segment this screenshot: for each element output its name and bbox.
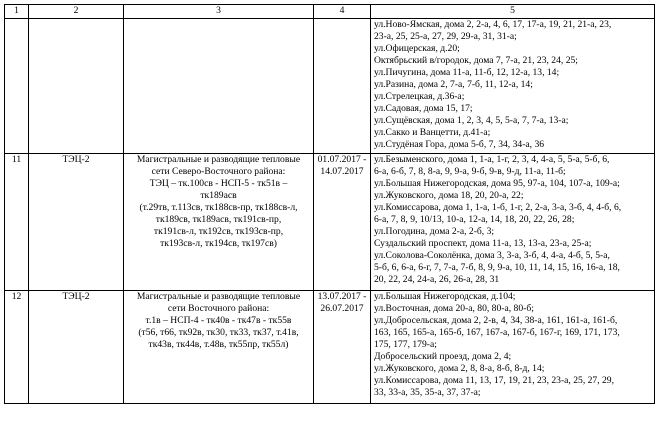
address-line: ул.Садовая, дома 15, 17; [374, 103, 473, 114]
network-line: тк191св-л, тк192св, тк193св-пр, [153, 226, 284, 237]
network-cell [124, 291, 314, 404]
header-cell: 1 [5, 5, 29, 19]
address-line: ул.Офицерская, д.20; [374, 43, 460, 54]
table-row [5, 291, 655, 404]
address-line: Добросельский проезд, дома 2, 4; [374, 351, 512, 362]
date-start: 01.07.2017 - [317, 154, 367, 165]
address-line: ул.Студёная Гора, дома 5-б, 7, 34, 34-а, 36 [374, 139, 545, 150]
network-line: сети Северо-Восточного района: [151, 166, 286, 177]
address-line: 6-а, 6-б, 7, 8, 8-а, 9, 9-а, 9-б, 9-в, 9-д, 11-а, 11-б; [374, 166, 566, 177]
address-line: 20, 22, 24, 24-а, 26, 26-а, 28, 31 [374, 274, 500, 285]
num-cell [5, 19, 29, 154]
address-line: 6-а, 7, 8, 9, 10/13, 10-а, 12-а, 14, 18, 20, 22, 26, 28; [374, 214, 575, 225]
network-line: (т56, т66, тк92в, тк30, тк33, тк37, т.41в, [138, 327, 299, 338]
address-line: ул.Восточная, дома 20-а, 80, 80-а, 80-б; [374, 303, 534, 314]
header-cell: 4 [314, 5, 371, 19]
address-line: ул.Большая Нижегородская, дома 95, 97-а, 104, 107-а, 109-а; [374, 178, 620, 189]
date-end: 26.07.2017 [320, 303, 364, 314]
address-line: ул.Разина, дома 2, 7-а, 7-б, 11, 12-а, 14; [374, 79, 533, 90]
source-cell: ТЭЦ-2 [29, 154, 124, 291]
date-start: 13.07.2017 - [317, 291, 367, 302]
network-line: Магистральные и разводящие тепловые [136, 154, 301, 165]
dates-cell [314, 154, 371, 291]
table-row [5, 154, 655, 291]
address-line: 23-а, 25, 25-а, 27, 29, 29-а, 31, 31-а; [374, 31, 517, 42]
header-row [5, 5, 655, 19]
address-line: ул.Соколова-Соколёнка, дома 3, 3-а, 3-б, 4, 4-а, 4-б, 5, 5-а, [374, 250, 610, 261]
source-cell [29, 19, 124, 154]
address-line: ул.Сакко и Ванцетти, д.41-а; [374, 127, 491, 138]
address-line: 33, 33-а, 35, 35-а, 37, 37-а; [374, 387, 481, 398]
address-line: ул.Добросельская, дома 2, 2-в, 4, 34, 38-а, 161, 161-а, 161-б, [374, 315, 618, 326]
addresses-cell [371, 19, 655, 154]
address-line: ул.Большая Нижегородская, д.104; [374, 291, 516, 302]
address-line: ул.Комиссарова, дома 1, 1-а, 1-б, 1-г, 2, 2-а, 3-а, 3-б, 4, 4-б, 6, [374, 202, 622, 213]
source-cell: ТЭЦ-2 [29, 291, 124, 404]
address-line: ул.Безыменского, дома 1, 1-а, 1-г, 2, 3, 4, 4-а, 5, 5-а, 5-б, 6, [374, 154, 610, 165]
address-line: Октябрьский в/городок, дома 7, 7-а, 21, 23, 24, 25; [374, 55, 578, 66]
network-line: сети Восточного района: [167, 303, 270, 314]
document [4, 4, 655, 404]
network-line: (т.29тв, т.113св, тк188св-пр, тк188св-л, [139, 202, 298, 213]
address-line: ул.Погодина, дома 2-а, 2-б, 3; [374, 226, 495, 237]
network-line: тк189св, тк189асв, тк191св-пр, [155, 214, 282, 225]
address-line: ул.Комиссарова, дома 11, 13, 17, 19, 21, 23, 23-а, 25, 27, 29, [374, 375, 615, 386]
address-line: ул.Сущёвская, дома 1, 2, 3, 4, 5, 5-а, 7, 7-а, 13-а; [374, 115, 569, 126]
network-line: тк189асв [200, 190, 237, 201]
address-line: ул.Пичугина, дома 11-а, 11-б, 12, 12-а, 13, 14; [374, 67, 560, 78]
network-line: ТЭЦ – тк.100св - НСП-5 - тк51в – [149, 178, 288, 189]
address-line: ул.Стрелецкая, д.36-а; [374, 91, 465, 102]
date-end: 14.07.2017 [320, 166, 364, 177]
network-line: тк193св-л, тк194св, тк197св) [160, 238, 277, 249]
address-line: ул.Ново-Ямская, дома 2, 2-а, 4, 6, 17, 17-а, 19, 21, 21-а, 23, [374, 19, 612, 30]
network-line: т.1в – НСП-4 - тк40в - тк47в - тк55в [145, 315, 292, 326]
address-line: 163, 165, 165-а, 165-б, 167, 167-а, 167-б, 167-г, 169, 171, 173, [374, 327, 620, 338]
address-line: 175, 177, 179-а; [374, 339, 437, 350]
dates-cell [314, 291, 371, 404]
num-cell: 11 [5, 154, 29, 291]
address-line: 5-б, 6, 6-а, 6-г, 7, 7-а, 7-б, 8, 9, 9-а, 10, 11, 14, 15, 16, 16-а, 18, [374, 262, 620, 273]
address-line: ул.Жуковского, дома 18, 20, 20-а, 22; [374, 190, 524, 201]
table-row-continued [5, 19, 655, 154]
address-line: ул.Жуковского, дома 2, 8, 8-а, 8-б, 8-д, 14; [374, 363, 545, 374]
address-line: Суздальский проспект, дома 11-а, 13, 13-а, 23-а, 25-а; [374, 238, 592, 249]
header-cell: 2 [29, 5, 124, 19]
network-cell [124, 154, 314, 291]
network-cell [124, 19, 314, 154]
addresses-cell [371, 291, 655, 404]
addresses-cell [371, 154, 655, 291]
schedule-table [4, 4, 655, 404]
network-line: тк43в, тк44в, т.48в, тк55пр, тк55л) [148, 339, 289, 350]
dates-cell [314, 19, 371, 154]
header-cell: 3 [124, 5, 314, 19]
num-cell: 12 [5, 291, 29, 404]
network-line: Магистральные и разводящие тепловые [136, 291, 301, 302]
header-cell: 5 [371, 5, 655, 19]
